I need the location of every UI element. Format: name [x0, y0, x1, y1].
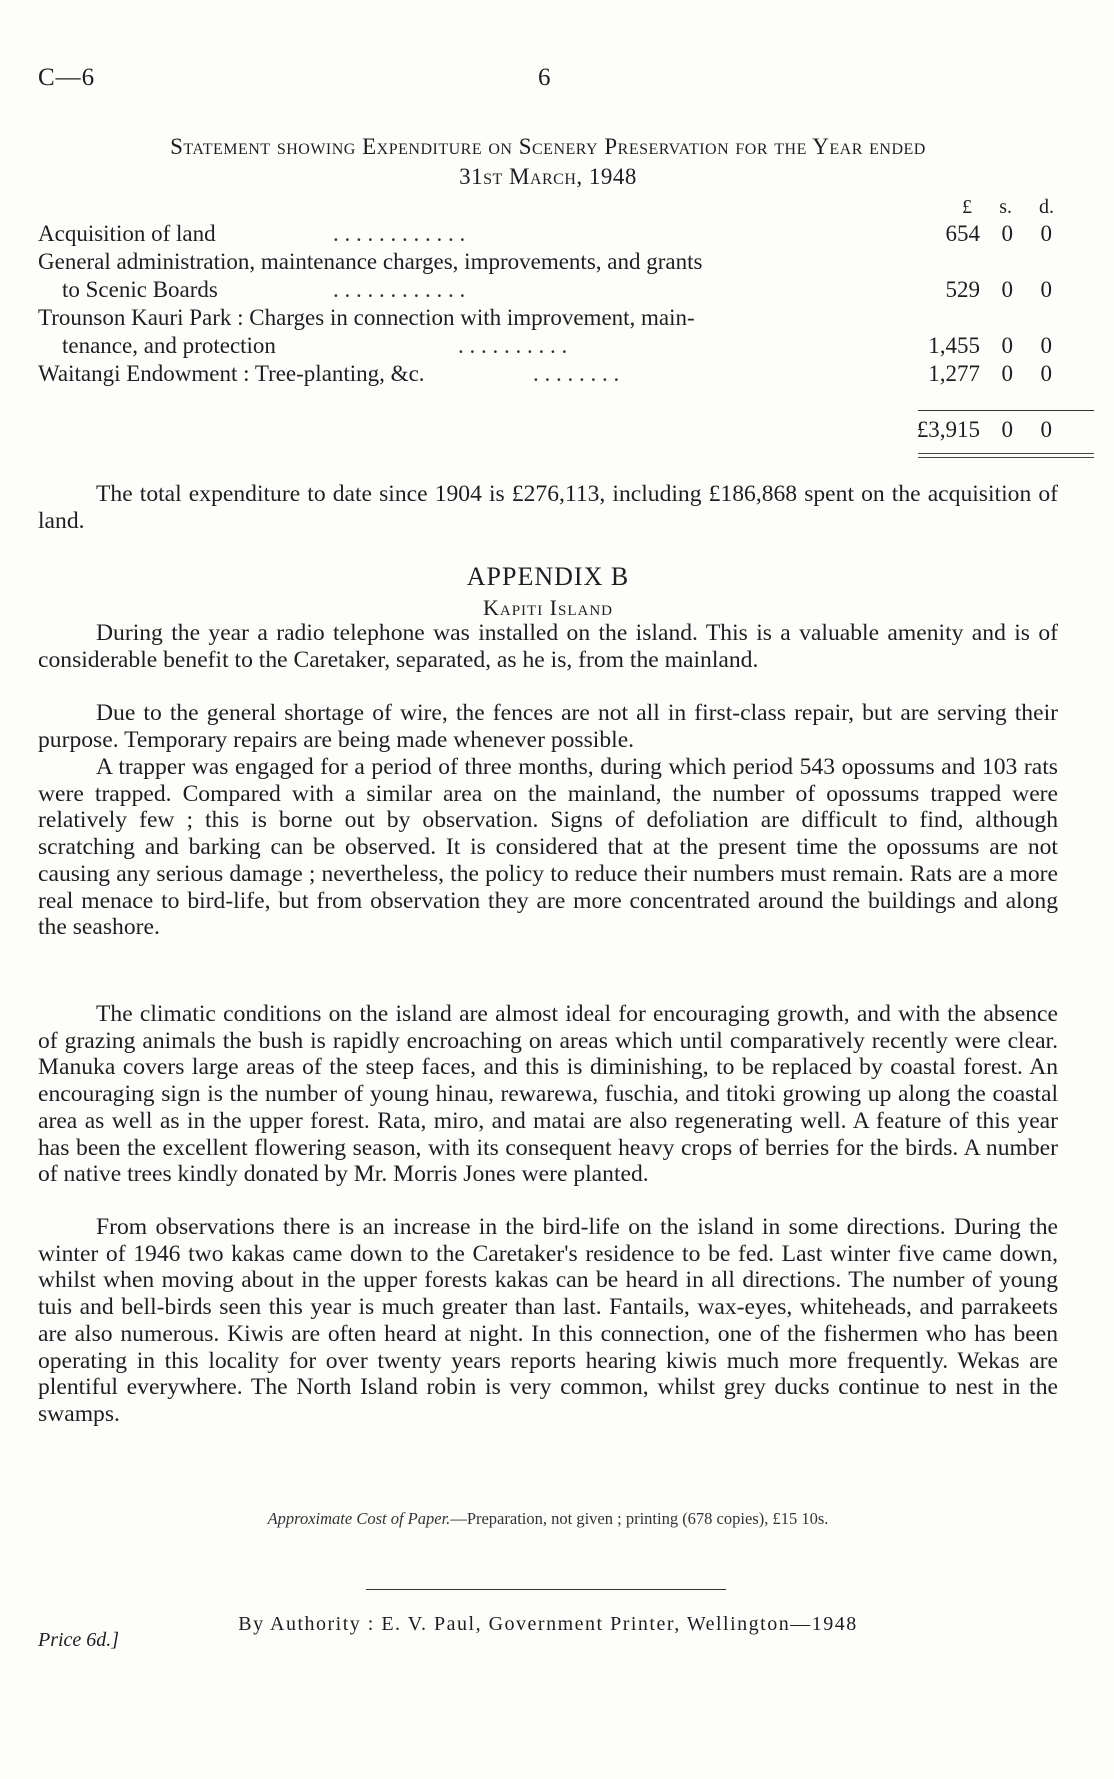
- row-pounds: 1,455: [928, 333, 980, 358]
- paragraph: A trapper was engaged for a period of three months, during which period 543 opossums and 103 rats were trapped. Compared with a similar area on the mainland, the number of opossums trapped were relatively few ; this is borne out by observation. Signs of defoliation are difficult to find, although scratching and barking can be observed. It is considered that at the present time the opossums are not causing any serious damage ; nevertheless, the policy to reduce their numbers must remain. Rats are a more real menace to bird-life, but from observation they are more concentrated around the buildings and along the seashore.: [38, 754, 1058, 941]
- statement-title-line2: 31st March, 1948: [459, 164, 637, 189]
- row-description: Waitangi Endowment : Tree-planting, &c.: [38, 361, 425, 386]
- footer-rule: [366, 1589, 726, 1590]
- paragraph: During the year a radio telephone was installed on the island. This is a valuable amenity and is of considerable benefit to the Caretaker, separated, as he is, from the mainland.: [38, 620, 1058, 673]
- currency-header-row: [38, 196, 1058, 220]
- summary-text: The total expenditure to date since 1904 is £276,113, including £186,868 spent on the acquisition of land.: [38, 481, 1058, 534]
- printer-authority: By Authority : E. V. Paul, Government Printer, Wellington—1948: [238, 1613, 858, 1635]
- row-shillings: 0: [1001, 221, 1013, 246]
- row-pence: 0: [1040, 333, 1052, 358]
- row-pence: 0: [1040, 277, 1052, 302]
- row-description: tenance, and protection: [62, 333, 276, 358]
- pence-header: d.: [1039, 196, 1054, 218]
- row-pounds: 529: [945, 277, 980, 302]
- shillings-header: s.: [999, 196, 1012, 218]
- row-description: to Scenic Boards: [62, 277, 218, 302]
- table-row: [38, 304, 1058, 332]
- row-description: General administration, maintenance charges, improvements, and grants: [38, 249, 703, 274]
- expenditure-table: [38, 196, 1058, 442]
- row-shillings: 0: [1001, 333, 1013, 358]
- statement-title: [38, 132, 1058, 192]
- total-shillings: 0: [1001, 417, 1013, 442]
- subtotal-rule: [918, 410, 1094, 411]
- price-note: Price 6d.]: [38, 1629, 120, 1651]
- total-row: [38, 416, 1058, 444]
- table-row: [38, 248, 1058, 276]
- leader-dots: . . . . . . . . . .: [458, 333, 568, 358]
- report-code: C—6: [38, 64, 96, 91]
- row-description: Acquisition of land: [38, 221, 216, 246]
- total-pounds: £3,915: [916, 417, 980, 442]
- row-pounds: 1,277: [928, 361, 980, 386]
- cost-text: —Preparation, not given ; printing (678 copies), £15 10s.: [450, 1509, 829, 1528]
- table-row: [38, 360, 1058, 388]
- summary-paragraph: [38, 481, 1058, 534]
- pounds-header: £: [962, 196, 972, 218]
- row-pence: 0: [1040, 361, 1052, 386]
- cost-of-paper-note: [38, 1509, 1058, 1529]
- appendix-heading: APPENDIX B: [466, 562, 630, 591]
- leader-dots: . . . . . . . . . . . .: [333, 277, 466, 302]
- row-pence: 0: [1040, 221, 1052, 246]
- total-pence: 0: [1040, 417, 1052, 442]
- total-double-rule: [918, 453, 1094, 454]
- table-row: [38, 220, 1058, 248]
- paragraph: From observations there is an increase in the bird-life on the island in some directions. During the winter of 1946 two kakas came down to the Caretaker's residence to be fed. Last winter five came down, whilst when moving about in the upper forests kakas can be heard in all directions. The number of young tuis and bell-birds seen this year is much greater than last. Fantails, wax-eyes, whiteheads, and parrakeets are also numerous. Kiwis are often heard at night. In this connection, one of the fishermen who has been operating in this locality for over twenty years reports hearing kiwis much more frequently. Wekas are plentiful everywhere. The North Island robin is very common, whilst grey ducks continue to nest in the swamps.: [38, 1214, 1058, 1427]
- total-double-rule-2: [918, 457, 1094, 458]
- row-shillings: 0: [1001, 277, 1013, 302]
- table-row: [38, 332, 1058, 360]
- row-shillings: 0: [1001, 361, 1013, 386]
- statement-title-line1: Statement showing Expenditure on Scenery Preservation for the Year ended: [170, 134, 926, 159]
- leader-dots: . . . . . . . . . . . .: [333, 221, 466, 246]
- page-number: 6: [538, 64, 551, 91]
- appendix-subheading: Kapiti Island: [482, 595, 614, 620]
- paragraph: The climatic conditions on the island are almost ideal for encouraging growth, and with the absence of grazing animals the bush is rapidly encroaching on areas which until comparatively recently were clear. Manuka covers large areas of the steep faces, and this is diminishing, to be replaced by coastal forest. An encouraging sign is the number of young hinau, rewarewa, fuschia, and titoki growing up along the coastal area as well as in the upper forest. Rata, miro, and matai are also regenerating well. A feature of this year has been the excellent flowering season, with its consequent heavy crops of berries for the birds. A number of native trees kindly donated by Mr. Morris Jones were planted.: [38, 1001, 1058, 1188]
- row-description: Trounson Kauri Park : Charges in connection with improvement, main-: [38, 305, 695, 330]
- row-pounds: 654: [945, 221, 980, 246]
- cost-label: Approximate Cost of Paper.: [267, 1509, 451, 1528]
- table-row: [38, 276, 1058, 304]
- paragraph: Due to the general shortage of wire, the fences are not all in first-class repair, but are serving their purpose. Temporary repairs are being made whenever possible.: [38, 700, 1058, 753]
- leader-dots: . . . . . . . .: [533, 361, 620, 386]
